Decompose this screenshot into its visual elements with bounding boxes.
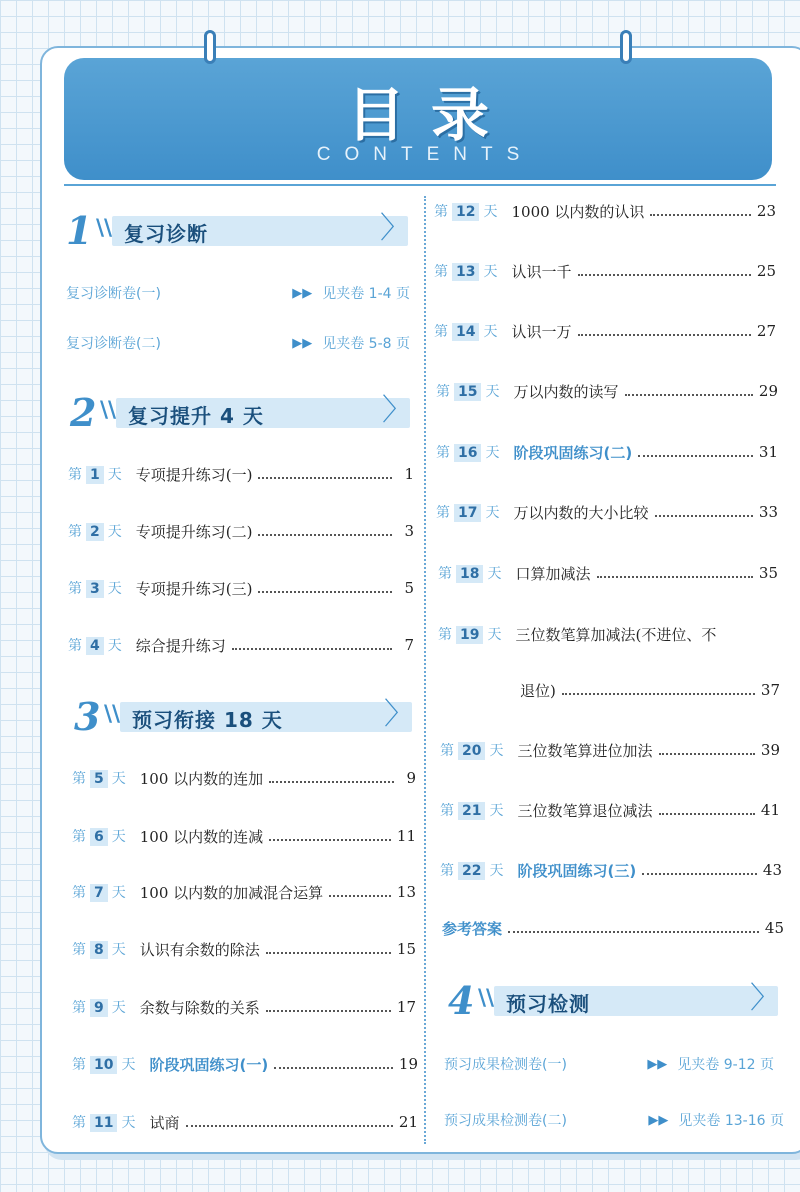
leader-dots	[625, 394, 753, 396]
day-label: 第 2 天	[68, 524, 122, 540]
page-number: 33	[758, 503, 778, 521]
day-label: 第 11 天	[72, 1115, 136, 1131]
leader-dots	[274, 1067, 393, 1069]
page-number: 29	[758, 382, 778, 400]
toc-entry-answers[interactable]	[442, 915, 784, 941]
toc-entry-day-10[interactable]	[72, 1051, 418, 1077]
toc-entry-day-14[interactable]	[434, 318, 776, 344]
toc-entry-day-7[interactable]	[72, 879, 416, 905]
double-arrow-icon: ▶▶	[292, 285, 313, 301]
page-subtitle: CONTENTS	[316, 144, 534, 165]
entry-title: 100 以内数的连减	[139, 827, 264, 846]
page-number: 27	[756, 322, 776, 340]
leader-dots	[266, 1010, 391, 1012]
section-4-header[interactable]	[448, 978, 780, 1023]
page-number: 7	[404, 636, 414, 654]
toc-entry-day-3[interactable]	[68, 575, 414, 601]
day-label: 第 8 天	[72, 942, 126, 958]
leader-dots	[578, 274, 751, 276]
entry-title: 1000 以内数的认识	[511, 202, 645, 221]
leader-dots	[642, 873, 757, 875]
page-number: 5	[404, 579, 414, 597]
page-number: 13	[396, 883, 416, 901]
preview-test-1[interactable]	[444, 1051, 774, 1077]
chevron-right-icon: 〉	[750, 981, 780, 1016]
double-arrow-icon: ▶▶	[292, 335, 313, 351]
day-label: 第 4 天	[68, 638, 122, 654]
section-2-header[interactable]	[70, 390, 412, 435]
entry-title: 口算加减法	[515, 564, 591, 583]
toc-entry-day-17[interactable]	[436, 499, 778, 525]
page-number: 3	[404, 522, 414, 540]
section-number: 3	[74, 694, 101, 739]
page-number: 19	[398, 1055, 418, 1073]
section-number: 2	[70, 390, 97, 435]
day-label: 第 1 天	[68, 467, 122, 483]
day-label: 第 22 天	[440, 863, 504, 879]
leader-dots	[269, 781, 394, 783]
chevron-right-icon: 〉	[380, 211, 410, 246]
day-label: 第 18 天	[438, 566, 502, 582]
preview-test-title: 预习成果检测卷(二)	[444, 1113, 567, 1129]
day-label: 第 10 天	[72, 1057, 136, 1073]
toc-entry-day-6[interactable]	[72, 823, 416, 849]
leader-dots	[597, 576, 753, 578]
leader-dots	[655, 515, 753, 517]
day-label: 第 16 天	[436, 445, 500, 461]
toc-entry-day-19[interactable]	[438, 621, 778, 647]
section-1-header[interactable]	[66, 208, 410, 253]
page-number: 17	[396, 998, 416, 1016]
day-label: 第 12 天	[434, 204, 498, 220]
binder-ring-right	[620, 30, 632, 64]
review-test-title: 复习诊断卷(一)	[66, 286, 161, 302]
section-number: 4	[448, 978, 475, 1023]
chevron-right-icon: 〉	[384, 697, 414, 732]
review-test-ref: 见夹卷 5-8 页	[322, 336, 410, 352]
leader-dots	[562, 693, 755, 695]
section-number: 1	[66, 208, 93, 253]
leader-dots	[269, 839, 391, 841]
leader-dots	[266, 952, 391, 954]
entry-title: 认识一万	[511, 322, 572, 341]
page-number: 11	[396, 827, 416, 845]
entry-title: 万以内数的大小比较	[513, 503, 649, 522]
toc-entry-day-8[interactable]	[72, 936, 416, 962]
binder-ring-left	[204, 30, 216, 64]
page-number: 1	[404, 465, 414, 483]
page-number: 39	[760, 741, 780, 759]
review-test-2[interactable]	[66, 330, 410, 356]
entry-title: 专项提升练习(一)	[135, 465, 253, 484]
entry-title: 阶段巩固练习(一)	[149, 1055, 269, 1074]
entry-title: 万以内数的读写	[513, 382, 619, 401]
page-number: 45	[764, 919, 784, 937]
leader-dots	[659, 813, 755, 815]
day-label: 第 5 天	[72, 771, 126, 787]
leader-dots	[186, 1125, 393, 1127]
section-3-header[interactable]	[74, 694, 414, 739]
entry-title: 专项提升练习(二)	[135, 522, 253, 541]
review-test-title: 复习诊断卷(二)	[66, 336, 161, 352]
entry-title: 专项提升练习(三)	[135, 579, 253, 598]
toc-entry-day-20[interactable]	[440, 737, 780, 763]
toc-entry-day-18[interactable]	[438, 560, 778, 586]
toc-entry-day-4[interactable]	[68, 632, 414, 658]
day-label: 第 9 天	[72, 1000, 126, 1016]
toc-entry-day-22[interactable]	[440, 857, 782, 883]
double-arrow-icon: ▶▶	[647, 1056, 668, 1072]
leader-dots	[258, 534, 392, 536]
review-test-ref: 见夹卷 1-4 页	[322, 286, 410, 302]
toc-entry-day-5[interactable]	[72, 765, 416, 791]
entry-title: 三位数笔算加减法(不进位、不	[515, 625, 717, 644]
leader-dots	[638, 455, 753, 457]
page-number: 15	[396, 940, 416, 958]
section-title: 预习衔接 18 天	[132, 708, 283, 732]
leader-dots	[258, 477, 392, 479]
column-divider	[424, 196, 426, 1144]
page-number: 35	[758, 564, 778, 582]
section-title: 复习提升 4 天	[128, 404, 264, 428]
day-label: 第 15 天	[436, 384, 500, 400]
slash-icon: \\	[96, 216, 113, 241]
toc-entry-day-1[interactable]	[68, 461, 414, 487]
slash-icon: \\	[104, 702, 121, 727]
entry-title: 100 以内数的加减混合运算	[139, 883, 324, 902]
toc-entry-day-19-continued[interactable]	[520, 677, 780, 703]
page-number: 37	[760, 681, 780, 699]
entry-title: 三位数笔算退位减法	[517, 801, 653, 820]
page-number: 9	[406, 769, 416, 787]
day-label: 第 17 天	[436, 505, 500, 521]
section-title: 预习检测	[506, 992, 590, 1016]
chevron-right-icon: 〉	[382, 393, 412, 428]
preview-test-ref: 见夹卷 13-16 页	[678, 1113, 784, 1129]
double-arrow-icon: ▶▶	[648, 1112, 669, 1128]
section-title: 复习诊断	[124, 222, 208, 246]
toc-entry-day-12[interactable]	[434, 198, 776, 224]
leader-dots	[232, 648, 392, 650]
day-label: 第 19 天	[438, 627, 502, 643]
day-label: 第 3 天	[68, 581, 122, 597]
entry-title: 阶段巩固练习(二)	[513, 443, 633, 462]
leader-dots	[508, 931, 759, 933]
page-number: 41	[760, 801, 780, 819]
leader-dots	[659, 753, 755, 755]
entry-title: 试商	[149, 1113, 180, 1132]
answers-title: 参考答案	[442, 919, 503, 938]
toc-entry-day-2[interactable]	[68, 518, 414, 544]
preview-test-ref: 见夹卷 9-12 页	[677, 1057, 774, 1073]
toc-entry-day-15[interactable]	[436, 378, 778, 404]
header-banner	[64, 58, 772, 180]
page-title: 目录	[346, 81, 515, 149]
entry-title: 综合提升练习	[135, 636, 226, 655]
page-number: 31	[758, 443, 778, 461]
preview-test-title: 预习成果检测卷(一)	[444, 1057, 567, 1073]
toc-entry-day-11[interactable]	[72, 1109, 418, 1135]
leader-dots	[578, 334, 751, 336]
entry-title: 认识有余数的除法	[139, 940, 260, 959]
entry-title: 阶段巩固练习(三)	[517, 861, 637, 880]
page-number: 25	[756, 262, 776, 280]
day-label: 第 6 天	[72, 829, 126, 845]
header-rule	[64, 184, 776, 186]
page-number: 21	[398, 1113, 418, 1131]
toc-entry-day-16[interactable]	[436, 439, 778, 465]
toc-entry-day-9[interactable]	[72, 994, 416, 1020]
review-test-1[interactable]	[66, 280, 410, 306]
entry-title: 余数与除数的关系	[139, 998, 260, 1017]
day-label: 第 20 天	[440, 743, 504, 759]
day-label: 第 13 天	[434, 264, 498, 280]
page-number: 23	[756, 202, 776, 220]
entry-title: 认识一千	[511, 262, 572, 281]
entry-title: 三位数笔算进位加法	[517, 741, 653, 760]
day-label: 第 7 天	[72, 885, 126, 901]
entry-title: 100 以内数的连加	[139, 769, 264, 788]
leader-dots	[329, 895, 391, 897]
leader-dots	[258, 591, 392, 593]
slash-icon: \\	[100, 398, 117, 423]
toc-entry-day-21[interactable]	[440, 797, 780, 823]
preview-test-2[interactable]	[444, 1107, 784, 1133]
entry-title-continued: 退位)	[520, 681, 556, 700]
day-label: 第 14 天	[434, 324, 498, 340]
leader-dots	[650, 214, 750, 216]
page-number: 43	[762, 861, 782, 879]
slash-icon: \\	[478, 986, 495, 1011]
toc-entry-day-13[interactable]	[434, 258, 776, 284]
day-label: 第 21 天	[440, 803, 504, 819]
